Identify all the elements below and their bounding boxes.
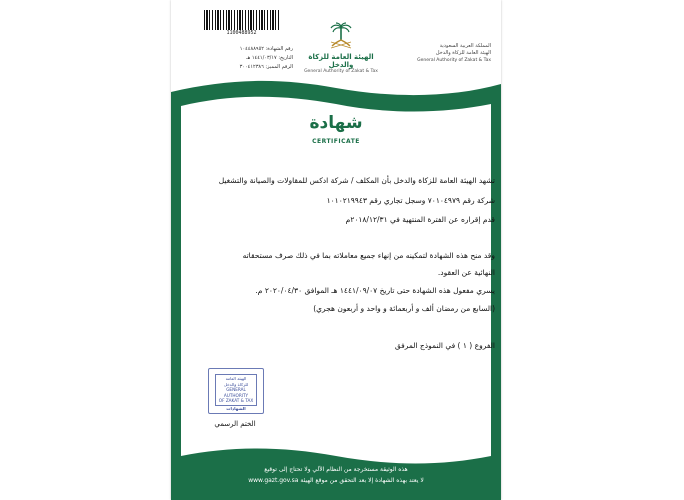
body-line-2: شركة رقم ٧٠١٠٤٩٧٩ وسجل تجاري رقم ١٠١٠٢١٩٩٤٣ [326,196,495,205]
meta-date-value: ١٤٤١/٠٣/١٧ هـ [246,55,277,61]
stamp-label: الختم الرسمي [214,420,256,428]
body-line-3: قدم إقراره عن الفترة المنتهية في ٢٠١٨/١٢/٣١م [345,215,495,224]
authority-logo [296,22,386,74]
issuer-authority-en: General Authority of Zakat & Tax [417,58,491,63]
barcode [204,10,279,38]
meta-number: رقم الشهادة: ١٠٤٤٨٨٩٥٢ [239,46,293,52]
meta-zakat-value: ٣٠٠٤١٢٣٨٦ [239,64,264,70]
meta-date: التاريخ: ١٤٤١/٠٣/١٧ هـ [246,55,293,61]
body-line-6: يسري مفعول هذه الشهادة حتى تاريخ ١٤٤١/٠٩/٠٧ هـ الموافق ٢٠٢٠/٠٤/٣٠ م. [255,286,495,295]
stamp-line-2: للزكاة والدخل [223,381,249,387]
stamp-line-3: GENERAL AUTHORITY [223,387,249,398]
meta-zakat: الرقم المميز: ٣٠٠٤١٢٣٨٦ [239,64,293,70]
meta-date-label: التاريخ [280,55,293,61]
palm-swords-icon [327,22,355,52]
certificate-title-arabic: شهادة [309,113,363,133]
issuer-header [401,43,491,64]
meta-number-label: رقم الشهادة [267,46,293,52]
official-stamp [208,368,264,414]
certificate-meta [213,45,293,72]
stamp-line-5: الشهادات [226,405,246,411]
left-green-border [171,150,181,460]
footer-note-2: لا يعتد بهذه الشهادة إلا بعد التحقق من موقع الهيئة www.gazt.gov.sa [248,477,424,484]
meta-zakat-label: الرقم المميز [267,64,293,70]
body-line-4: وقد منح هذه الشهادة لتمكينه من إنهاء جميع معاملاته بما في ذلك صرف مستحقاته [242,251,495,260]
logo-english-name: General Authority of Zakat & Tax [304,69,378,74]
issuer-country: المملكة العربية السعودية [439,43,491,49]
stamp-line-4: OF ZAKAT & TAX [218,398,254,403]
meta-number-value: ١٠٤٤٨٨٩٥٢ [239,46,264,52]
certificate-page [171,0,501,500]
body-line-8: الفروع ( ١ ) في النموذج المرفق [394,341,495,350]
logo-arabic-name: الهيئة العامة للزكاة والدخل [308,53,374,69]
barcode-bars [204,10,279,30]
body-line-5: النهائية عن العقود. [437,268,495,277]
certificate-title-english: CERTIFICATE [312,138,360,145]
issuer-authority: الهيئة العامة للزكاة والدخل [435,50,491,56]
stamp-line-1: الهيئة العامة [225,376,247,381]
footer-note-1: هذه الوثيقة مستخرجة من النظام الآلي ولا تحتاج إلى توقيع [264,466,408,473]
body-line-7: (السابع من رمضان ألف و أربعمائة و واحد و أربعون هجري) [313,304,495,313]
barcode-number: 1100488952 [226,30,257,36]
body-line-1: تشهد الهيئة العامة للزكاة والدخل بأن المكلف / شركة ادكس للمقاولات والصيانة والتشغيل [218,176,495,185]
stamp-inner [215,374,257,406]
